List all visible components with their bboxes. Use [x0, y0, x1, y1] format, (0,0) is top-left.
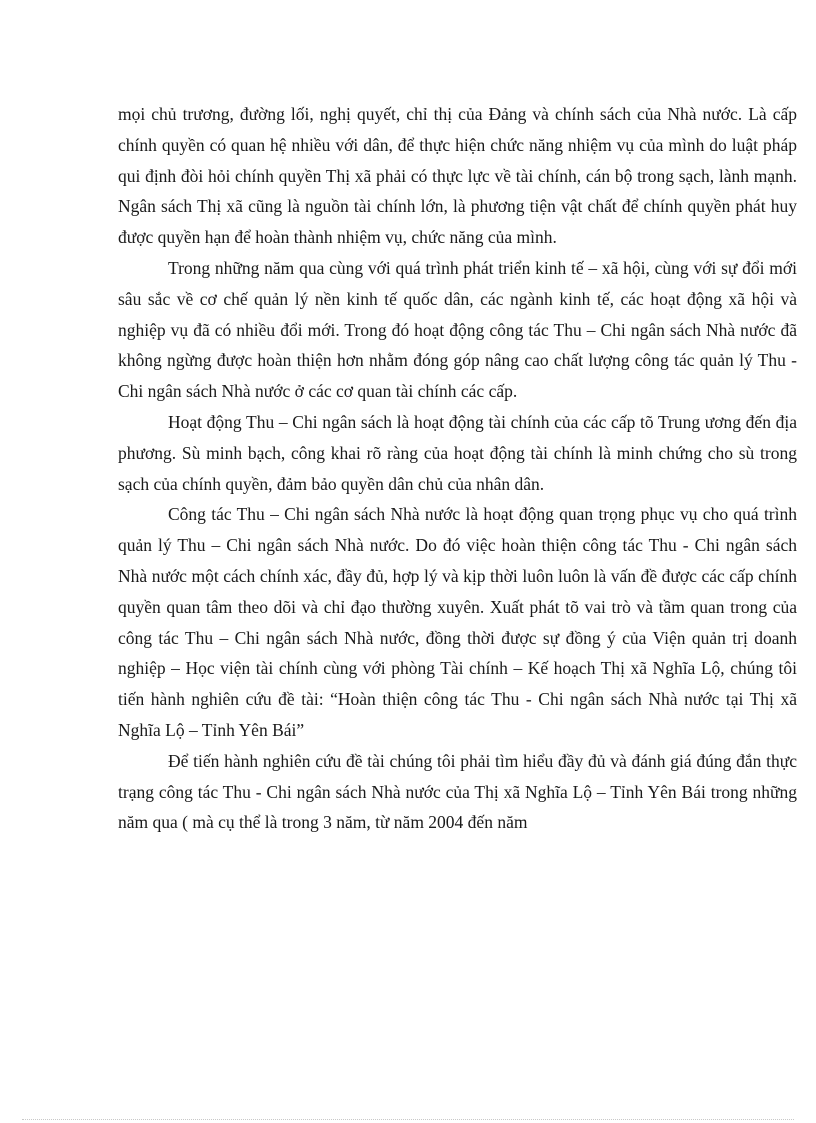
paragraph: Hoạt động Thu – Chi ngân sách là hoạt động tài chính của các cấp tõ Trung ương đến địa phương. Sù minh bạch, công khai rõ ràng của hoạt động tài chính là minh chứng cho sù trong sạch của chính quyền, đảm bảo quyền dân chủ của nhân dân.	[118, 411, 797, 494]
paragraph: Công tác Thu – Chi ngân sách Nhà nước là hoạt động quan trọng phục vụ cho quá trình quản lý Thu – Chi ngân sách Nhà nước. Do đó việc hoàn thiện công tác Thu - Chi ngân sách Nhà nước một cách chính xác, đầy đủ, hợp lý và kịp thời luôn luôn là vấn đề được các cấp chính quyền quan tâm theo dõi và chỉ đạo thường xuyên. Xuất phát tõ vai trò và tầm quan trong của công tác Thu – Chi ngân sách Nhà nước, đồng thời được sự đồng ý của Viện quản trị doanh nghiệp – Học viện tài chính cùng với phòng Tài chính – Kế hoạch Thị xã Nghĩa Lộ, chúng tôi tiến hành nghiên cứu đề tài: “Hoàn thiện công tác Thu - Chi ngân sách Nhà nước tại Thị xã Nghĩa Lộ – Tỉnh Yên Bái”	[118, 504, 797, 740]
paragraph: Trong những năm qua cùng với quá trình phát triển kinh tế – xã hội, cùng với sự đổi mới sâu sắc về cơ chế quản lý nền kinh tế quốc dân, các ngành kinh tế, các hoạt động xã hội và nghiệp vụ đã có nhiều đổi mới. Trong đó hoạt động công tác Thu – Chi ngân sách Nhà nước đã không ngừng được hoàn thiện hơn nhằm đóng góp nâng cao chất lượng công tác quản lý Thu - Chi ngân sách Nhà nước ở các cơ quan tài chính các cấp.	[118, 257, 797, 402]
body-text	[118, 99, 797, 838]
footer-divider	[22, 1119, 794, 1120]
paragraph: Để tiến hành nghiên cứu đề tài chúng tôi phải tìm hiểu đầy đủ và đánh giá đúng đắn thực trạng công tác Thu - Chi ngân sách Nhà nước của Thị xã Nghĩa Lộ – Tỉnh Yên Bái trong những năm qua ( mà cụ thể là trong 3 năm, từ năm 2004 đến năm	[118, 750, 797, 833]
paragraph-continuation: mọi chủ trương, đường lối, nghị quyết, chỉ thị của Đảng và chính sách của Nhà nước. Là cấp chính quyền có quan hệ nhiều với dân, để thực hiện chức năng nhiệm vụ của mình do luật pháp qui định đòi hỏi chính quyền Thị xã phải có thực lực về tài chính, cán bộ trong sạch, lành mạnh. Ngân sách Thị xã cũng là nguồn tài chính lớn, là phương tiện vật chất để chính quyền phát huy được quyền hạn để hoàn thành nhiệm vụ, chức năng của mình.	[118, 104, 797, 248]
